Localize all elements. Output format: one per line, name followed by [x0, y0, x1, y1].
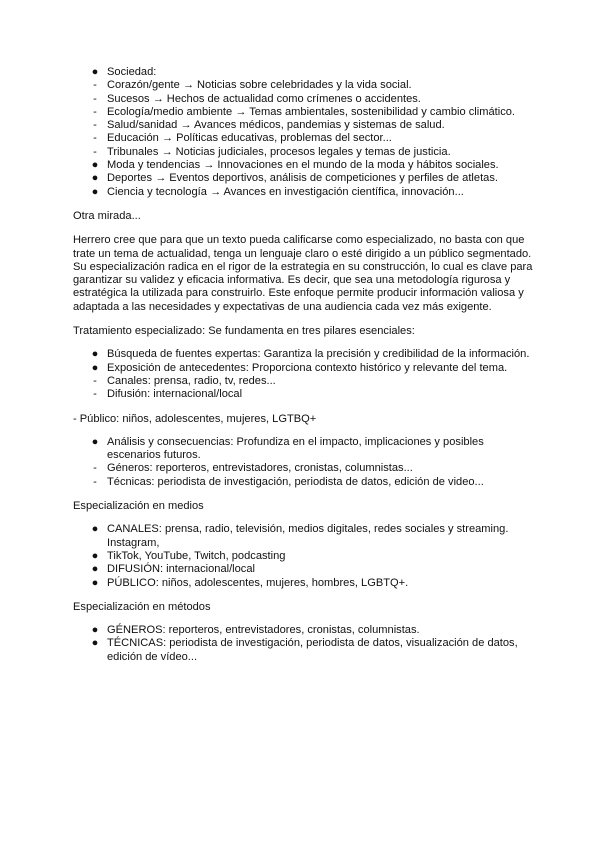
- tratamiento-heading: Tratamiento especializado: Se fundamenta en tres pilares esenciales:: [73, 325, 415, 338]
- bullet-icon: ●: [91, 172, 99, 185]
- list-item: [73, 436, 533, 463]
- tratamiento-list: [73, 348, 533, 401]
- publico-line: - Público: niños, adolescentes, mujeres, LGTBQ+: [73, 412, 317, 425]
- bullet-icon: ●: [91, 576, 99, 589]
- list-item-text: PÚBLICO: niños, adolescentes, mujeres, hombres, LGBTQ+.: [107, 576, 409, 589]
- list-item-text: CANALES: prensa, radio, televisión, medios digitales, redes sociales y streaming. Instagram,: [107, 523, 509, 549]
- tratamiento-list-2: [73, 436, 533, 489]
- list-item-text: Moda y tendencias → Innovaciones en el mundo de la moda y hábitos sociales.: [107, 159, 499, 172]
- list-item-text: Difusión: internacional/local: [107, 388, 243, 401]
- list-item: [73, 388, 533, 401]
- list-item: [73, 523, 533, 550]
- metodos-heading: Especialización en métodos: [73, 600, 211, 613]
- list-item-text: Salud/sanidad → Avances médicos, pandemias y sistemas de salud.: [107, 119, 445, 132]
- dash-marker: -: [93, 132, 97, 145]
- list-item: [73, 66, 533, 79]
- list-item: [73, 186, 533, 199]
- bullet-icon: ●: [91, 435, 99, 448]
- medios-heading: Especialización en medios: [73, 500, 204, 513]
- list-item: [73, 624, 533, 637]
- bullet-icon: ●: [91, 159, 99, 172]
- list-item-text: Corazón/gente → Noticias sobre celebridades y la vida social.: [107, 79, 412, 92]
- list-item: [73, 348, 533, 361]
- list-item: [73, 462, 533, 475]
- dash-marker: -: [93, 462, 97, 475]
- list-item-text: Ecología/medio ambiente → Temas ambientales, sostenibilidad y cambio climático.: [107, 105, 515, 118]
- list-item: [73, 476, 533, 489]
- list-item: [73, 79, 533, 92]
- list-item-text: Técnicas: periodista de investigación, periodista de datos, edición de video...: [107, 475, 484, 488]
- list-item-text: Educación → Políticas educativas, problemas del sector...: [107, 132, 392, 145]
- list-item: [73, 93, 533, 106]
- list-item-text: Exposición de antecedentes: Proporciona contexto histórico y relevante del tema.: [107, 361, 508, 374]
- dash-marker: -: [93, 92, 97, 105]
- list-item: [73, 132, 533, 145]
- list-item: [73, 550, 533, 563]
- list-item-text: TÉCNICAS: periodista de investigación, periodista de datos, visualización de datos, edición de vídeo...: [107, 637, 518, 663]
- dash-marker: -: [93, 79, 97, 92]
- dash-marker: -: [93, 475, 97, 488]
- list-item: [73, 119, 533, 132]
- otra-mirada-paragraph: Herrero cree que para que un texto pueda calificarse como especializado, no basta con que trate un tema de actualidad, tenga un lenguaje claro o esté dirigido a un público segmentado. Su especialización radica en el rigor de la estrategia en su construcción, lo cual es clave para garantizar su validez y eficacia informativa. Es decir, que sea una metodología rigurosa y estratégica la utilizada para construirlo. Este enfoque permite producir información valiosa y adaptada a las necesidades y expectativas de una audiencia cada vez más exigente.: [73, 234, 533, 313]
- bullet-icon: ●: [91, 549, 99, 562]
- list-item: [73, 375, 533, 388]
- list-item-text: GÉNEROS: reporteros, entrevistadores, cronistas, columnistas.: [107, 624, 420, 637]
- list-item-text: Deportes → Eventos deportivos, análisis de competiciones y perfiles de atletas.: [107, 172, 498, 185]
- otra-mirada-heading: Otra mirada...: [73, 209, 141, 222]
- list-item: [73, 563, 533, 576]
- topics-list: [73, 66, 533, 199]
- list-item-text: Búsqueda de fuentes expertas: Garantiza la precisión y credibilidad de la información.: [107, 348, 530, 361]
- list-item: [73, 637, 533, 664]
- dash-marker: -: [93, 388, 97, 401]
- list-item-text: Tribunales → Noticias judiciales, procesos legales y temas de justicia.: [107, 145, 451, 158]
- dash-marker: -: [93, 374, 97, 387]
- bullet-icon: ●: [91, 185, 99, 198]
- dash-marker: -: [93, 145, 97, 158]
- list-item-text: DIFUSIÓN: internacional/local: [107, 563, 255, 576]
- bullet-icon: ●: [91, 624, 99, 637]
- list-item: [73, 159, 533, 172]
- list-item: [73, 146, 533, 159]
- bullet-icon: ●: [91, 66, 99, 78]
- metodos-list: [73, 624, 533, 664]
- bullet-icon: ●: [91, 563, 99, 576]
- bullet-icon: ●: [91, 523, 99, 536]
- dash-marker: -: [93, 119, 97, 132]
- bullet-icon: ●: [91, 637, 99, 650]
- list-item-text: Análisis y consecuencias: Profundiza en el impacto, implicaciones y posibles escenarios futuros.: [107, 435, 484, 462]
- bullet-icon: ●: [91, 348, 99, 361]
- list-item-text: Sucesos → Hechos de actualidad como crímenes o accidentes.: [107, 92, 421, 105]
- list-item-text: Canales: prensa, radio, tv, redes...: [107, 374, 276, 387]
- list-item: [73, 362, 533, 375]
- list-item-text: Géneros: reporteros, entrevistadores, cronistas, columnistas...: [107, 462, 413, 475]
- dash-marker: -: [93, 105, 97, 118]
- bullet-icon: ●: [91, 361, 99, 374]
- list-item-text: Ciencia y tecnología → Avances en investigación científica, innovación...: [107, 185, 464, 198]
- list-item: [73, 106, 533, 119]
- list-item-text: TikTok, YouTube, Twitch, podcasting: [107, 549, 286, 562]
- medios-list: [73, 523, 533, 589]
- list-item-text: Sociedad:: [107, 66, 157, 78]
- list-item: [73, 577, 533, 590]
- document-page: [73, 66, 533, 664]
- list-item: [73, 172, 533, 185]
